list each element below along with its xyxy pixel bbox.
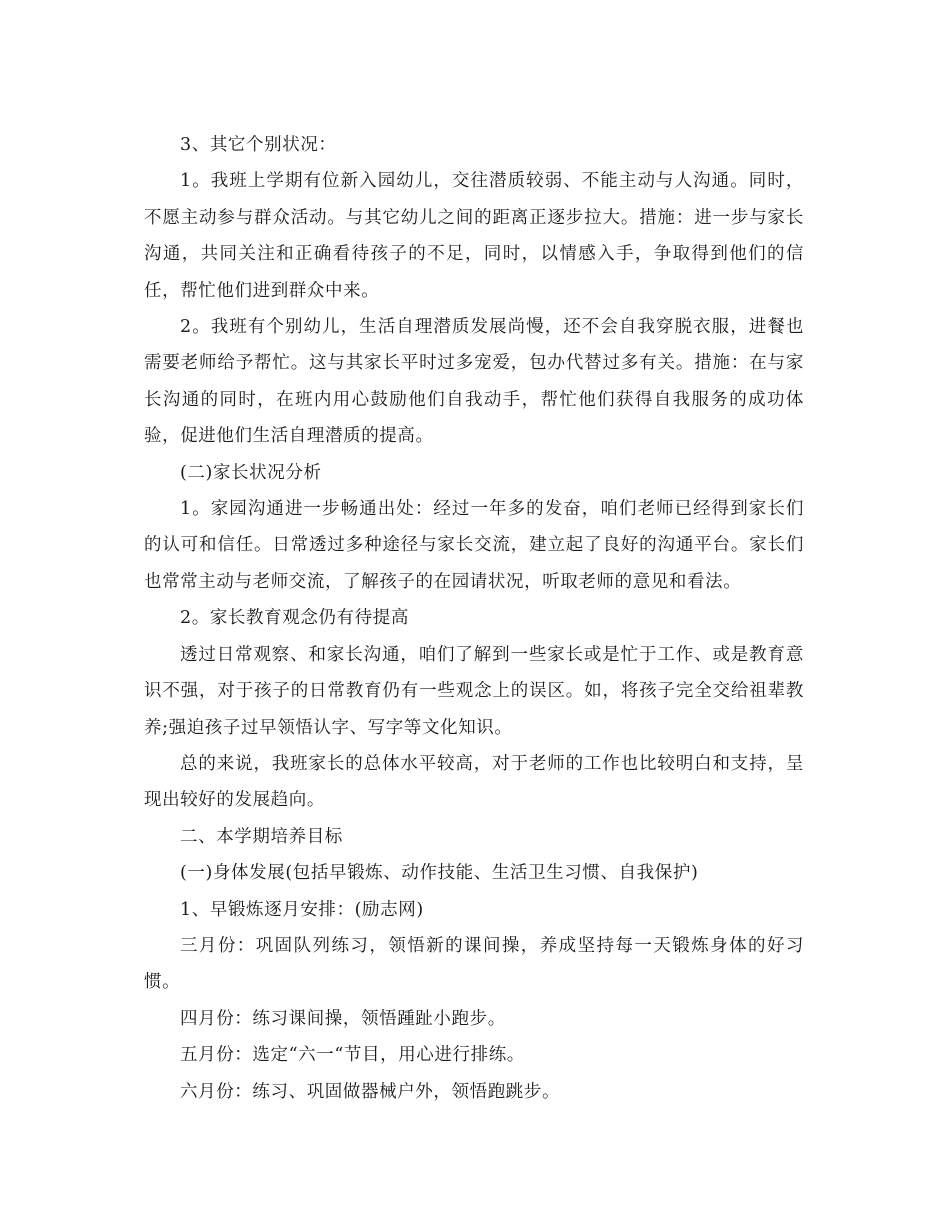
paragraph-physical-development-heading: (一)身体发展(包括早锻炼、动作技能、生活卫生习惯、自我保护): [180, 863, 699, 884]
paragraph-june: 六月份：练习、巩固做器械户外，领悟跑跳步。: [180, 1081, 561, 1102]
paragraph-other-situations-heading: 3、其它个别状况：: [180, 135, 337, 155]
paragraph-summary: 总的来说，我班家长的总体水平较高，对于老师的工作也比较明白和支持，呈现出较好的发展趋向。: [144, 753, 804, 811]
document-body: [144, 127, 804, 1110]
paragraph-parent-education-heading: 2。家长教育观念仍有待提高: [180, 608, 409, 629]
paragraph-morning-exercise-heading: 1、早锻炼逐月安排：(励志网): [180, 899, 424, 920]
paragraph-goals-heading: 二、本学期培养目标: [180, 826, 343, 847]
paragraph-parent-misconceptions: 透过日常观察、和家长沟通，咱们了解到一些家长或是忙于工作、或是教育意识不强，对于孩子的日常教育仍有一些观念上的误区。如，将孩子完全交给祖辈教养;强迫孩子过早领悟认字、写字等文化知识。: [144, 644, 804, 738]
paragraph-march: 三月份：巩固队列练习，领悟新的课间操，养成坚持每一天锻炼身体的好习惯。: [144, 935, 804, 993]
paragraph-home-school-communication: 1。家园沟通进一步畅通出处：经过一年多的发奋，咱们老师已经得到家长们的认可和信任。日常透过多种途径与家长交流，建立起了良好的沟通平台。家长们也常常主动与老师交流，了解孩子的在园请状况，听取老师的意见和看法。: [144, 499, 804, 592]
paragraph-april: 四月份：练习课间操，领悟踵趾小跑步。: [180, 1008, 506, 1029]
paragraph-new-child-social: 1。我班上学期有位新入园幼儿，交往潜质较弱、不能主动与人沟通。同时，不愿主动参与群众活动。与其它幼儿之间的距离正逐步拉大。措施：进一步与家长沟通，共同关注和正确看待孩子的不足，同时，以情感入手，争取得到他们的信任，帮忙他们进到群众中来。: [144, 171, 804, 301]
paragraph-parent-analysis-heading: (二)家长状况分析: [180, 462, 322, 483]
paragraph-self-care: 2。我班有个别幼儿，生活自理潜质发展尚慢，还不会自我穿脱衣服，进餐也需要老师给予帮忙。这与其家长平时过多宠爱，包办代替过多有关。措施：在与家长沟通的同时，在班内用心鼓励他们自我动手，帮忙他们获得自我服务的成功体验，促进他们生活自理潜质的提高。: [144, 317, 804, 447]
paragraph-may: 五月份：选定“六一“节目，用心进行排练。: [180, 1045, 525, 1066]
